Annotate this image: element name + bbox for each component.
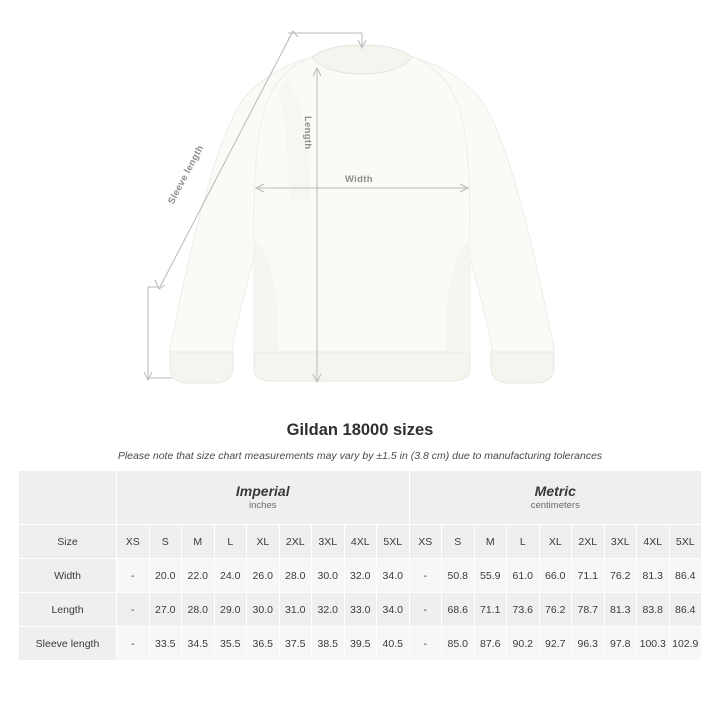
sleeve-length-label: Sleeve length <box>166 143 207 207</box>
cell-sleeve-metric-l: 90.2 <box>507 627 540 661</box>
cell-sleeve-imperial-5xl: 40.5 <box>377 627 410 661</box>
cell-length-metric-4xl: 83.8 <box>637 593 670 627</box>
cell-length-imperial-l: 29.0 <box>214 593 247 627</box>
cell-length-imperial-xl: 30.0 <box>247 593 280 627</box>
table-row <box>19 559 702 593</box>
system-unit-imperial: inches <box>249 500 277 512</box>
cell-length-metric-m: 71.1 <box>474 593 507 627</box>
cell-sleeve-imperial-l: 35.5 <box>214 627 247 661</box>
cell-length-metric-xs: - <box>409 593 442 627</box>
cell-sleeve-imperial-m: 34.5 <box>182 627 215 661</box>
system-header-imperial <box>117 471 410 525</box>
title-block <box>0 405 720 462</box>
length-label: Length <box>302 116 313 150</box>
size-header-metric-l: L <box>507 525 540 559</box>
cell-length-metric-2xl: 78.7 <box>572 593 605 627</box>
cell-sleeve-imperial-4xl: 39.5 <box>344 627 377 661</box>
cell-width-imperial-l: 24.0 <box>214 559 247 593</box>
cell-length-imperial-5xl: 34.0 <box>377 593 410 627</box>
cell-sleeve-metric-4xl: 100.3 <box>637 627 670 661</box>
tolerance-note: Please note that size chart measurements may vary by ±1.5 in (3.8 cm) due to manufacturing tolerances <box>117 450 603 462</box>
size-header-metric-2xl: 2XL <box>572 525 605 559</box>
cell-sleeve-metric-2xl: 96.3 <box>572 627 605 661</box>
system-header-metric <box>409 471 702 525</box>
cell-width-imperial-2xl: 28.0 <box>279 559 312 593</box>
cell-sleeve-metric-xl: 92.7 <box>539 627 572 661</box>
size-header-metric-3xl: 3XL <box>604 525 637 559</box>
sweatshirt-shape <box>170 45 554 383</box>
cell-width-imperial-s: 20.0 <box>149 559 182 593</box>
cell-length-imperial-s: 27.0 <box>149 593 182 627</box>
system-name-metric: Metric <box>534 482 576 499</box>
cell-sleeve-imperial-s: 33.5 <box>149 627 182 661</box>
cell-width-metric-s: 50.8 <box>442 559 475 593</box>
cell-sleeve-imperial-2xl: 37.5 <box>279 627 312 661</box>
page-title: Gildan 18000 sizes <box>286 421 434 439</box>
cell-width-imperial-m: 22.0 <box>182 559 215 593</box>
cell-width-metric-2xl: 71.1 <box>572 559 605 593</box>
cell-length-imperial-3xl: 32.0 <box>312 593 345 627</box>
cell-width-metric-xs: - <box>409 559 442 593</box>
size-header-imperial-m: M <box>182 525 215 559</box>
cell-width-metric-3xl: 76.2 <box>604 559 637 593</box>
size-header-imperial-xs: XS <box>117 525 150 559</box>
size-header-metric-4xl: 4XL <box>637 525 670 559</box>
cell-width-imperial-3xl: 30.0 <box>312 559 345 593</box>
size-header-row <box>19 525 702 559</box>
size-header-imperial-s: S <box>149 525 182 559</box>
cell-length-metric-xl: 76.2 <box>539 593 572 627</box>
size-table <box>18 470 702 661</box>
width-label: Width <box>345 174 373 185</box>
size-table-wrapper <box>18 470 702 661</box>
size-header-imperial-3xl: 3XL <box>312 525 345 559</box>
table-row <box>19 593 702 627</box>
size-header-metric-xs: XS <box>409 525 442 559</box>
size-header-metric-xl: XL <box>539 525 572 559</box>
cell-sleeve-metric-3xl: 97.8 <box>604 627 637 661</box>
cell-length-metric-5xl: 86.4 <box>669 593 702 627</box>
cell-length-metric-s: 68.6 <box>442 593 475 627</box>
cell-sleeve-imperial-xl: 36.5 <box>247 627 280 661</box>
cell-length-metric-l: 73.6 <box>507 593 540 627</box>
cell-sleeve-imperial-xs: - <box>117 627 150 661</box>
cell-width-imperial-xs: - <box>117 559 150 593</box>
cell-length-imperial-4xl: 33.0 <box>344 593 377 627</box>
size-column-label: Size <box>19 525 117 559</box>
cell-width-metric-l: 61.0 <box>507 559 540 593</box>
size-header-imperial-l: L <box>214 525 247 559</box>
size-header-imperial-4xl: 4XL <box>344 525 377 559</box>
table-row <box>19 627 702 661</box>
cell-sleeve-imperial-3xl: 38.5 <box>312 627 345 661</box>
size-header-metric-s: S <box>442 525 475 559</box>
system-header-spacer <box>19 471 117 525</box>
cell-sleeve-metric-5xl: 102.9 <box>669 627 702 661</box>
cell-width-imperial-xl: 26.0 <box>247 559 280 593</box>
cell-length-imperial-m: 28.0 <box>182 593 215 627</box>
row-label-sleeve-length: Sleeve length <box>19 627 117 661</box>
cell-sleeve-metric-s: 85.0 <box>442 627 475 661</box>
cell-width-metric-5xl: 86.4 <box>669 559 702 593</box>
row-label-width: Width <box>19 559 117 593</box>
system-name-imperial: Imperial <box>235 482 290 499</box>
system-header-row <box>19 471 702 525</box>
size-header-imperial-5xl: 5XL <box>377 525 410 559</box>
cell-sleeve-metric-xs: - <box>409 627 442 661</box>
cell-width-metric-4xl: 81.3 <box>637 559 670 593</box>
system-unit-metric: centimeters <box>530 500 580 512</box>
cell-sleeve-metric-m: 87.6 <box>474 627 507 661</box>
cell-length-imperial-xs: - <box>117 593 150 627</box>
row-label-length: Length <box>19 593 117 627</box>
cell-width-imperial-5xl: 34.0 <box>377 559 410 593</box>
cell-width-metric-xl: 66.0 <box>539 559 572 593</box>
size-header-metric-m: M <box>474 525 507 559</box>
cell-width-metric-m: 55.9 <box>474 559 507 593</box>
cell-length-imperial-2xl: 31.0 <box>279 593 312 627</box>
size-header-imperial-xl: XL <box>247 525 280 559</box>
cell-length-metric-3xl: 81.3 <box>604 593 637 627</box>
size-header-imperial-2xl: 2XL <box>279 525 312 559</box>
size-header-metric-5xl: 5XL <box>669 525 702 559</box>
cell-width-imperial-4xl: 32.0 <box>344 559 377 593</box>
